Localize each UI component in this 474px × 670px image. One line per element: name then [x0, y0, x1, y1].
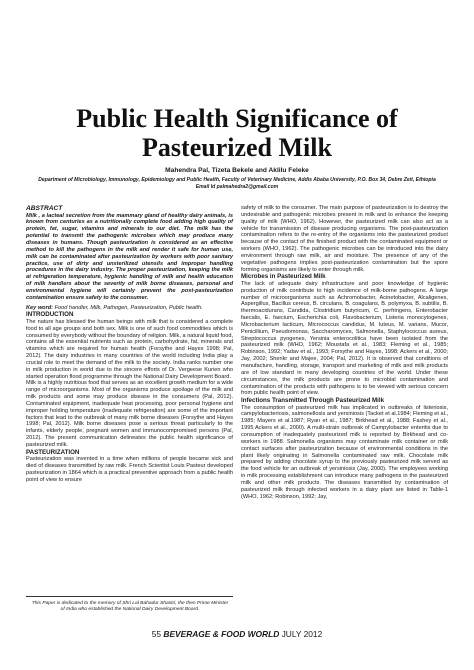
right-column	[241, 205, 448, 500]
article-title	[30, 104, 444, 162]
pasteurization-paragraph: Pasteurization was invented in a time when millions of people became sick and died of diseases transmitted by raw milk. French Scientist Louis Pasteur developed pasteurization in 1864 which is a practical preventive approach from a public health point of view to ensure	[26, 456, 233, 483]
footnote-divider	[26, 596, 233, 597]
left-column	[26, 205, 233, 484]
introduction-paragraph-2: Milk is a highly nutritious food that serves as an excellent growth medium for a wide range of microorganisms. Most of the organisms produce spoilage of the milk and milk products and some may produce disease in the consumers (Pal, 2012). Contaminated equipment, inadequate heat processing, poor personal hygiene and improper holding temperature (inadequate refrigeration) are some of the important factors that lead to the outbreak of many milk borne diseases (Forsythe and Hayes 1998; Pal, 2012). Milk borne diseases pose a serious threat particularly to the infants, elderly people, pregnant women and immunocompromised persons (Pal, 2012). The present communication delineates the public health significance of pasteurized milk.	[26, 380, 233, 448]
abstract-heading: ABSTRACT	[26, 205, 63, 212]
infections-heading: Infections Transmitted Through Pasteurized Milk	[241, 397, 385, 405]
title-line-1: Public Health Significance of	[76, 104, 398, 133]
introduction-heading: INTRODUCTION	[26, 311, 74, 319]
pasteurization-heading: PASTEURIZATION	[26, 448, 80, 456]
page-footer	[0, 629, 474, 639]
keywords	[26, 305, 233, 312]
affiliation: Department of Microbiology, Immunology, Epidemiology and Public Health, Faculty of Veterinary Medicine, Addis Ababa University, P.O. Box 34, Debre Zeit, Ethiopia	[38, 177, 436, 183]
dedication-footnote: This Paper is dedicated to the memory of Shri Lal Bahadur Shastri, the then Prime Minister of India who established the National Dairy Development Board.	[31, 601, 229, 612]
keywords-label: Key word:	[26, 304, 54, 311]
email: Email Id palmahedra2@gmail.com	[195, 183, 279, 190]
affiliation-block	[26, 177, 448, 190]
issue-date: JULY 2012	[281, 629, 323, 639]
microbes-paragraph: The lack of adequate dairy infrastructure and poor knowledge of hygienic production of milk contribute to high incidence of milk-borne pathogens. A large number of microorganisms such as Achromobacter, Acinetobacter, Alcaligenes, Aspergillus, Bacillus cereus, B. circulans, B. coagulans, B. polymyxa, B. subtilis, B. thermoacidurans, Candida, Clostridium butyricum, C. perfringens, Enterobacter faecalis, E. faecium, Escherichia coli, Flavobacterium, Listeria monocytogenes, Microbacterium lacticum, Micrococcus candidus, M. luteus, M. varians, Mucor, Penicillium, Pseudomonas, Saccharomyces, Salmonella, Staphylococcus aureus, Streptococcus pyogenes, Yersinia enterocolitica have been isolated from the pasteurized milk (WHO, 1962; Moustafa et al., 1983; Fleming et al., 1985; Robinson, 1992; Yadav et al., 1993; Forsythe and Hayes, 1998; Ackers et al., 2000; Jay, 2002; Sherikr and Majee, 2004; Pal, 2012). It is observed that conditions of manufacture, handling, storage, transport and marketing of milk and milk products are of low standard in many developing countries of the world. Under these circumstances, the milk products are prone to microbial contamination and contamination of the products with pathogens is to be viewed with serious concern from public health point of view.	[241, 280, 448, 397]
infections-paragraph: The consumption of pasteurized milk has implicated in outbreaks of listeriosis, campylobacteriosis, salmonellosis and yersiniosis (Tacket et al.1984; Fleming et al., 1985; Mayers et al.1987; Ryan et al., 1987; Birkhead et al., 1988; Fashey et al., 1995 Ackers et al., 2000). A multi-strain outbreak of Campylobacter enteritis due to consumption of inadequately pasteurized milk is reported by Birkhead and co-workers in 1988. Salmonella organisms may contaminate milk container or milk contact surfaces after pasteurization because of environmental conditions in the plant likely originating in Salmonella contaminated raw milk. Chocolate milk prepared by adding chocolate syrup to the previously pasteurized milk served as the food vehicle for an outbreak of yersiniosis (Jay, 2000). The employees working in milk processing establishment can introduce many pathogens in the pasteurized milk and other milk products. The diseases transmitted by contamination of pasteurized milk through infected workers in a dairy plant are listed in Table-1 (WHO, 1962; Robinson, 1992; Jay,	[241, 404, 448, 500]
keywords-text: Food handler, Milk, Pathogen, Pasteurization, Public health.	[54, 304, 203, 311]
abstract-text: Milk , a lacteal secretion from the mammary gland of healthy dairy animals, is known from centuries as a nutritionally complete food adding high quality of protein, fat, sugar, vitamins and minerals to our diet. The milk has the potential to transmit the pathogenic microbes which may produce many diseases in humans. Though pasteurization is considered as an effective method to kill the pathogens in the milk and render it safe for human use, milk can be contaminated after pasteurization by workers with poor sanitary practice, use of dirty and unsterilized utensils and improper handling procedures in the dairy industry. The proper pasteurization, keeping the milk at refrigeration temperature, hygienic handling of milk and health education of milk handlers about the severity of milk borne diseases, personal and environmental hygiene will certainly prevent the post-pasteurization contamination ensure safety to the consumer.	[26, 212, 233, 301]
magazine-name: BEVERAGE & FOOD WORLD	[163, 629, 280, 639]
page-number: 55	[151, 629, 162, 639]
authors: Mahendra Pal, Tizeta Bekele and Aklilu Feleke	[165, 167, 309, 174]
title-line-2: Pasteurized Milk	[142, 133, 332, 162]
microbes-heading: Microbes in Pasteurized Milk	[241, 273, 326, 281]
introduction-paragraph-1: The nature has blessed the human beings with milk that is considered a complete food to all age groups and both sex. Milk is one of such food commodities which is consumed by everybody without the boundary of religion. Milk, a natural liquid food, contains all the essential nutrients such as protein, carbohydrate, fat, minerals and vitamins which are required for human health (Forsythe and Hayes 1998; Pal, 2012). The dairy industries in many countries of the world including India play a crucial role to meet the demand of the milk to the society. India ranks number one in milk production in world due to the sincere efforts of Dr. Vergeese Kurien who started operation flood programme through the National Dairy Development Board.	[26, 318, 233, 380]
right-paragraph-1: safety of milk to the consumer. The main purpose of pasteurization is to destroy the undesirable and pathogenic microbes present in milk and to enhance the keeping quality of milk (WHO, 1962). However, the pasteurized milk can also act as a vehicle for transmission of disease producing organisms. The post-pasteurization contamination refers to the re-entry of the organisms into the pasteurized product because of the contact of the finished product with the contaminated equipment or workers (WHO, 1962). The pathogenic microbes can be introduced into the dairy environment through raw milk, air and moisture. The presence of any of the vegetative pathogens implies post-pasteurization contamination but the spore forming organisms are likely to enter through milk.	[241, 205, 448, 273]
